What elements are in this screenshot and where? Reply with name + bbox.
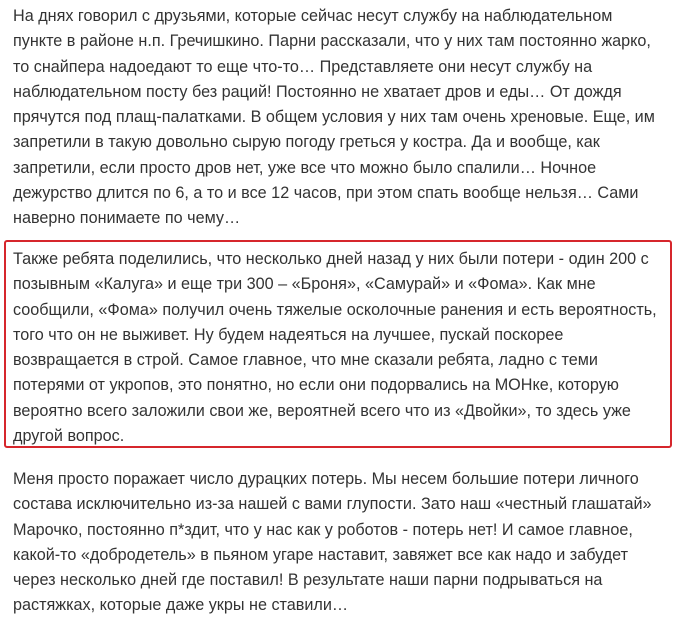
paragraph-2-highlighted <box>13 247 673 449</box>
paragraph-line: Меня просто поражает число дурацких потерь. Мы несем большие потери личного <box>13 470 639 488</box>
paragraph-line: другой вопрос. <box>13 427 125 446</box>
paragraph-1 <box>13 4 673 232</box>
paragraph-line: Также ребята поделились, что несколько дней назад у них были потери - один 200 с <box>13 250 649 268</box>
paragraph-line: то снайпера надоедают то еще что-то… Представляете они несут службу на <box>13 57 593 76</box>
paragraph-line: наверно понимаете по чему… <box>13 209 241 228</box>
paragraph-line: какой-то «добродетель» в пьяном угаре наставит, завяжет все как надо и забудет <box>13 545 629 564</box>
paragraph-line: Марочко, постоянно п*здит, что у нас как у роботов - потерь нет! И самое главное, <box>13 520 633 539</box>
paragraph-line: запретили, если просто дров нет, уже все что можно было спалили… Ночное <box>13 158 597 177</box>
paragraph-line: дежурство длится по 6, а то и все 12 часов, при этом спать вообще нельзя… Сами <box>13 184 639 203</box>
paragraph-line: потерями от укропов, это понятно, но если они подорвались на МОНке, которую <box>13 376 619 395</box>
paragraph-line: вероятно всего заложили свои же, вероятней всего что из «Двойки», то здесь уже <box>13 401 631 420</box>
paragraph-line: через несколько дней где поставил! В результате наши парни подрываться на <box>13 571 603 590</box>
paragraph-line: сообщили, «Фома» получил очень тяжелые осколочные ранения и есть вероятность, <box>13 300 657 319</box>
paragraph-line: запретили в такую довольно сырую погоду греться у костра. Да и вообще, как <box>13 133 600 152</box>
paragraph-line: того что он не выживет. Ну будем надеяться на лучшее, пускай поскорее <box>13 325 564 344</box>
paragraph-line: наблюдательном посту без раций! Постоянно не хватает дров и еды… От дождя <box>13 82 622 101</box>
paragraph-line: пункте в районе н.п. Гречишкино. Парни рассказали, что у них там постоянно жарко, <box>13 32 651 51</box>
paragraph-line: На днях говорил с друзьями, которые сейчас несут службу на наблюдательном <box>13 7 613 25</box>
paragraph-line: растяжках, которые даже укры не ставили… <box>13 596 349 615</box>
paragraph-3 <box>13 467 673 619</box>
paragraph-line: позывным «Калуга» и еще три 300 – «Броня», «Самурай» и «Фома». Как мне <box>13 275 596 294</box>
paragraph-line: возвращается в строй. Самое главное, что мне сказали ребята, ладно с теми <box>13 351 598 370</box>
paragraph-line: прячутся под плащ-палатками. В общем условия у них там очень хреновые. Еще, им <box>13 108 655 127</box>
paragraph-line: состава исключительно из-за нашей с вами глупости. Зато наш «честный глашатай» <box>13 495 652 514</box>
